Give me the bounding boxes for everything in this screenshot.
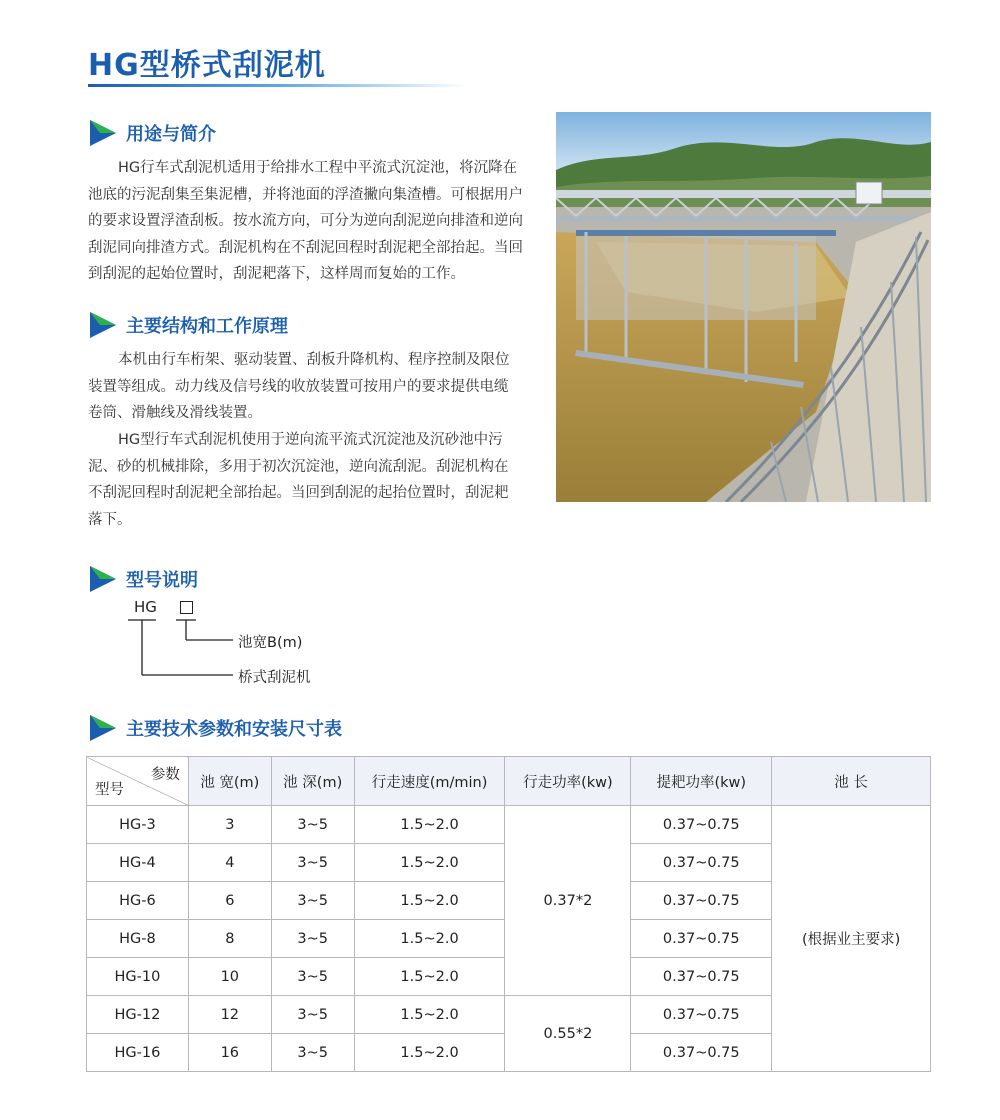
cell-lift: 0.37~0.75 <box>631 806 772 844</box>
header-speed: 行走速度(m/min) <box>354 757 505 806</box>
cell-speed: 1.5~2.0 <box>354 920 505 958</box>
width-label: 池宽B(m) <box>238 635 303 651</box>
cell-lift: 0.37~0.75 <box>631 958 772 996</box>
cell-speed: 1.5~2.0 <box>354 882 505 920</box>
cell-speed: 1.5~2.0 <box>354 844 505 882</box>
cell-depth: 3~5 <box>271 920 354 958</box>
cell-lift: 0.37~0.75 <box>631 996 772 1034</box>
cell-travel-power-a: 0.37*2 <box>505 806 631 996</box>
cell-model: HG-4 <box>87 844 189 882</box>
section-label: 主要技术参数和安装尺寸表 <box>126 719 342 740</box>
section-label: 主要结构和工作原理 <box>126 316 288 337</box>
scraper-photo <box>556 112 931 502</box>
cell-model: HG-12 <box>87 996 189 1034</box>
header-depth: 池 深(m) <box>271 757 354 806</box>
section-arrow-icon <box>88 118 118 148</box>
cell-width: 10 <box>188 958 271 996</box>
cell-model: HG-10 <box>87 958 189 996</box>
cell-depth: 3~5 <box>271 996 354 1034</box>
type-label: 桥式刮泥机 <box>238 670 311 686</box>
cell-lift: 0.37~0.75 <box>631 1034 772 1072</box>
cell-travel-power-b: 0.55*2 <box>505 996 631 1072</box>
cell-lift: 0.37~0.75 <box>631 844 772 882</box>
cell-width: 16 <box>188 1034 271 1072</box>
cell-speed: 1.5~2.0 <box>354 996 505 1034</box>
cell-speed: 1.5~2.0 <box>354 958 505 996</box>
header-travel-power: 行走功率(kw) <box>505 757 631 806</box>
section-label: 型号说明 <box>126 570 198 591</box>
cell-width: 8 <box>188 920 271 958</box>
cell-depth: 3~5 <box>271 1034 354 1072</box>
spec-table <box>86 756 931 1072</box>
cell-width: 6 <box>188 882 271 920</box>
section-arrow-icon <box>88 713 118 743</box>
table-header-row <box>87 757 931 806</box>
header-pool-length: 池 长 <box>772 757 931 806</box>
cell-depth: 3~5 <box>271 958 354 996</box>
header-width: 池 宽(m) <box>188 757 271 806</box>
cell-depth: 3~5 <box>271 844 354 882</box>
cell-width: 12 <box>188 996 271 1034</box>
cell-depth: 3~5 <box>271 806 354 844</box>
cell-model: HG-6 <box>87 882 189 920</box>
cell-model: HG-3 <box>87 806 189 844</box>
cell-speed: 1.5~2.0 <box>354 806 505 844</box>
intro-paragraph: HG行车式刮泥机适用于给排水工程中平流式沉淀池，将沉降在 池底的污泥刮集至集泥槽，并将池面的浮渣撇向集渣槽。可根据用户 的要求设置浮渣刮板。按水流方向，可分为逆向刮泥逆向排渣和逆向 刮泥同向排渣方式。刮泥机构在不刮泥回程时刮泥耙全部抬起。当回 到刮泥的起始位置时，刮泥耙落下，这样周而复始的工作。 <box>88 160 523 282</box>
page-title: HG型桥式刮泥机 <box>88 48 326 83</box>
corner-header: 参数 型号 <box>87 757 189 806</box>
cell-speed: 1.5~2.0 <box>354 1034 505 1072</box>
cell-width: 4 <box>188 844 271 882</box>
table-row <box>87 806 931 844</box>
header-lift-power: 提耙功率(kw) <box>631 757 772 806</box>
section-arrow-icon <box>88 564 118 594</box>
cell-pool-length: (根据业主要求) <box>772 806 931 1072</box>
cell-model: HG-8 <box>87 920 189 958</box>
structure-paragraph-1: 本机由行车桁架、驱动装置、刮板升降机构、程序控制及限位 装置等组成。动力线及信号线的收放装置可按用户的要求提供电缆 卷筒、滑触线及滑线装置。 <box>88 352 510 421</box>
section-label: 用途与简介 <box>126 124 216 145</box>
cell-depth: 3~5 <box>271 882 354 920</box>
model-code: HG <box>134 598 157 616</box>
cell-lift: 0.37~0.75 <box>631 920 772 958</box>
structure-paragraph-2: HG型行车式刮泥机使用于逆向流平流式沉淀池及沉砂池中污 泥、砂的机械排除，多用于初次沉淀池，逆向流刮泥。刮泥机构在 不刮泥回程时刮泥耙全部抬起。当回到刮泥的起抬位置时，刮泥耙 落下。 <box>88 432 509 528</box>
cell-model: HG-16 <box>87 1034 189 1072</box>
cell-width: 3 <box>188 806 271 844</box>
model-designation-diagram <box>88 598 348 694</box>
cell-lift: 0.37~0.75 <box>631 882 772 920</box>
section-arrow-icon <box>88 310 118 340</box>
title-underline <box>88 84 468 87</box>
